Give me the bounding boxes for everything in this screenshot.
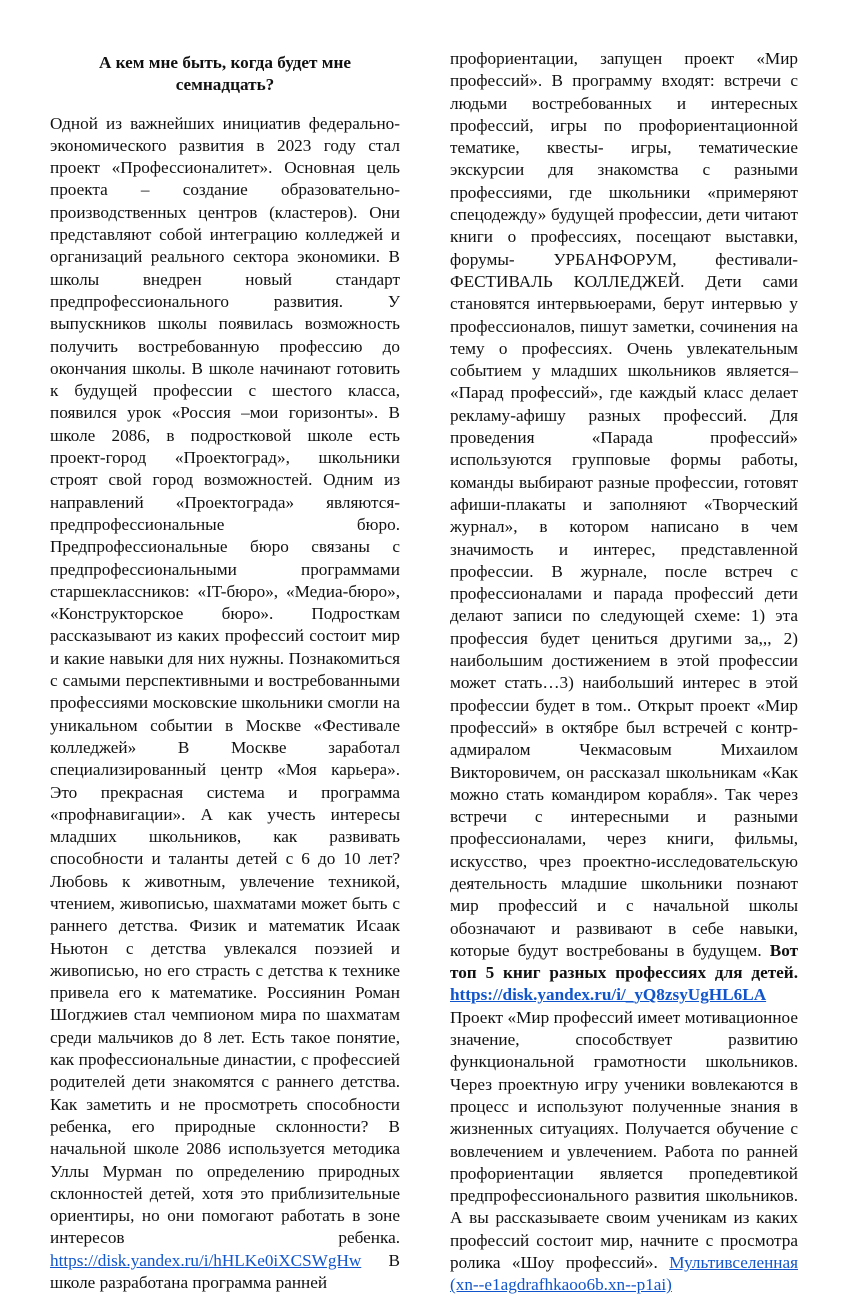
right-column (450, 48, 798, 1297)
left-paragraph-text: Одной из важнейших инициатив федерально-экономического развития в 2023 году стал проект «Профессионалитет». Основная цель проекта – создание образовательно-производственных центров (кластеров). Они представляют собой интеграцию колледжей и организаций реального сектора экономики. В школы внедрен новый стандарт предпрофессионального развития. У выпускников школы появилась возможность получить востребованную профессию до окончания школы. В школе начинают готовить к будущей профессии с шестого класса, появился урок «Россия –мои горизонты». В школе 2086, в подростковой школе есть проект-город «Проектоград», школьники строят свой город возможностей. Одним из направлений «Проектограда» являются- предпрофессиональные бюро. Предпрофессиональные бюро связаны с предпрофессиональными программами старшеклассников: «IT-бюро», «Медиа-бюро», «Конструкторское бюро». Подросткам рассказывают из каких профессий состоит мир и какие навыки для них нужны. Познакомиться с самыми перспективными и востребованными профессиями московские школьники смогли на уникальном событии в Москве «Фестивале колледжей» В Москве заработал специализированный центр «Моя карьера». Это прекрасная система и программа «профнавигации». А как учесть интересы младших школьников, как развивать способности и таланты детей с 6 до 10 лет? Любовь к животным, увлечение техникой, чтением, живописью, шахматами может быть с раннего детства. Физик и математик Исаак Ньютон с детства увлекался поэзией и живописью, но его страсть с детства к технике привела его к математике. Россиянин Роман Шогджиев стал чемпионом мира по шахматам среди мальчиков до 8 лет. Есть такое понятие, как профессиональные династии, с профессией родителей дети знакомятся с раннего детства. Как заметить и не просмотреть способности ребенка, его природные склонности? В начальной школе 2086 используется методика Уллы Мурман по определению природных склонностей детей, хотя это приблизительные ориентиры, но они помогают работать в зоне интересов ребенка. (50, 113, 400, 1248)
right-paragraph-1 (450, 48, 798, 1007)
left-paragraph-tail: В школе разработана программа ранней (50, 1250, 400, 1293)
disk-link-2[interactable]: https://disk.yandex.ru/i/_yQ8zsyUgHL6LA (450, 985, 767, 1005)
right-paragraph-1-text: профориентации, запущен проект «Мир профессий». В программу входят: встречи с людьми востребованных и интересных профессий, игры по профориентационной тематике, квесты- игры, тематические экскурсии для знакомства с разными профессиями, где школьники «примеряют спецодежду» будущей профессии, дети читают книги о профессиях, посещают выставки, форумы- УРБАНФОРУМ, фестивали- ФЕСТИВАЛЬ КОЛЛЕДЖЕЙ. Дети сами становятся интервьюерами, берут интервью у профессионалов, пишут заметки, сочинения на тему о профессиях. Очень увлекательным событием у младших школьников является– «Парад профессий», где каждый класс делает рекламу-афишу разных профессий. Для проведения «Парада профессий» используются групповые формы работы, команды выбирают разные профессии, готовят афиши-плакаты и заполняют «Творческий журнал», в котором написано в чем значимость и интерес, представленной профессии. В журнале, после встреч с профессионалами и парада профессий дети делают записи по следующей схеме: 1) эта профессия будет цениться другими за,,, 2) наибольшим достижением в этой профессии может стать…3) наибольший интерес в этой профессии будет в том.. Открыт проект «Мир профессий» в октябре был встречей с контр-адмиралом Чекмасовым Михаилом Викторовичем, он рассказал школьникам «Как можно стать командиром корабля». Так через встречи с интересными и разными профессионалами, через книги, фильмы, искусство, чрез проектно-исследовательскую деятельность младшие школьники познают мир профессий и с начальной школы обозначают и развивают в себе навыки, которые будут востребованы в будущем. (450, 49, 798, 960)
article-title: А кем мне быть, когда будет мне семнадцать? (98, 53, 352, 95)
right-paragraph-2 (450, 1007, 798, 1297)
right-paragraph-2-text: Проект «Мир профессий имеет мотивационное значение, способствует развитию функциональной грамотности школьников. Через проектную игру ученики вовлекаются в процесс и используют полученные знания в жизненных ситуациях. Получается обучение с вовлечением и увлечением. Работа по ранней профориентации является пропедевтикой предпрофессионального развития школьников. А вы рассказываете своим ученикам из каких профессий состоит мир, начните с просмотра ролика «Шоу профессий». (450, 1007, 798, 1273)
disk-link-1[interactable]: https://disk.yandex.ru/i/hHLKe0iXCSWgHw (50, 1250, 362, 1270)
multiverse-link[interactable]: Мультивселенная (xn--e1agdrafhkaoo6b.xn--p1ai) (450, 1253, 798, 1295)
left-paragraph (50, 113, 400, 1295)
books-heading: Вот топ 5 книг разных профессиях для детей. (450, 940, 799, 983)
left-column (50, 48, 400, 1294)
